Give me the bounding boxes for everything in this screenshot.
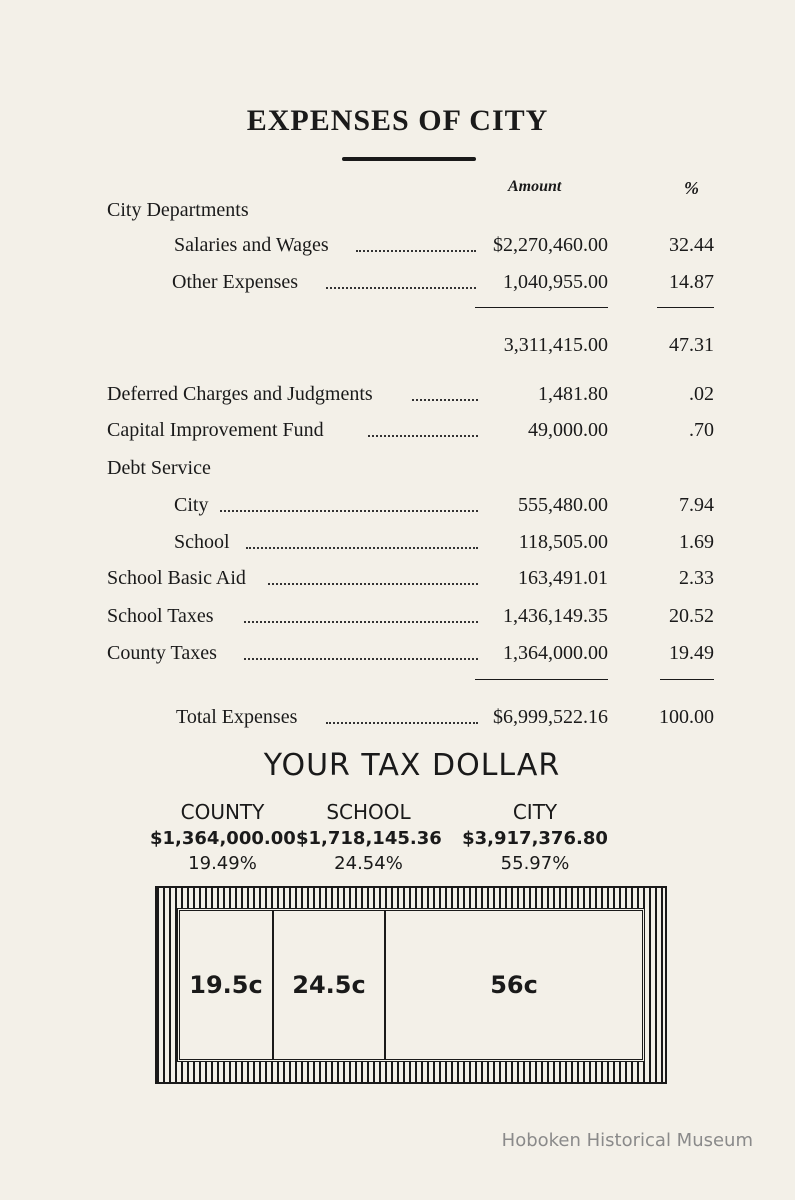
dot-leader: [220, 508, 478, 512]
table-row: [0, 231, 795, 259]
row-label: School: [174, 531, 230, 553]
row-percent: 19.49: [669, 642, 714, 664]
row-percent: 7.94: [679, 494, 714, 516]
dot-leader: [356, 248, 476, 252]
dollar-bill: [155, 886, 667, 1084]
row-label: Salaries and Wages: [174, 234, 329, 256]
column-amount: $1,718,145.36: [296, 828, 442, 849]
row-amount: 118,505.00: [518, 531, 608, 553]
row-percent: 14.87: [669, 271, 714, 293]
row-percent: 2.33: [679, 567, 714, 589]
row-label: School Taxes: [107, 605, 214, 627]
subtotal-rule: [475, 307, 608, 308]
percent-header: %: [684, 178, 699, 198]
bill-segment-county: 19.5c: [189, 971, 263, 999]
tax-dollar-title: YOUR TAX DOLLAR: [263, 748, 561, 783]
section-debt-service: [0, 454, 795, 482]
column-name: SCHOOL: [326, 800, 411, 824]
subtotal-row: [0, 331, 795, 359]
total-label: Total Expenses: [176, 706, 298, 728]
subtotal-percent: 47.31: [669, 334, 714, 356]
tax-column-county: [150, 800, 295, 874]
watermark: Hoboken Historical Museum: [501, 1130, 753, 1151]
total-rule: [475, 679, 608, 680]
row-amount: $2,270,460.00: [493, 234, 608, 256]
dot-leader: [246, 545, 478, 549]
tax-column-city: [455, 800, 615, 874]
dot-leader: [268, 581, 478, 585]
dot-leader: [326, 720, 478, 724]
row-label: County Taxes: [107, 642, 217, 664]
section-label: City Departments: [107, 199, 249, 221]
row-percent: 20.52: [669, 605, 714, 627]
row-percent: .02: [689, 383, 714, 405]
table-row: [0, 491, 795, 519]
column-amount: $1,364,000.00: [150, 828, 296, 849]
row-percent: 1.69: [679, 531, 714, 553]
table-row: [0, 564, 795, 592]
total-percent: 100.00: [659, 706, 714, 728]
title-rule: [342, 157, 476, 161]
table-row: [0, 639, 795, 667]
row-amount: 1,040,955.00: [503, 271, 608, 293]
amount-header: Amount: [508, 178, 562, 195]
row-label: Capital Improvement Fund: [107, 419, 324, 441]
column-name: COUNTY: [180, 800, 265, 824]
dot-leader: [326, 285, 476, 289]
table-row: [0, 380, 795, 408]
dot-leader: [244, 619, 478, 623]
row-amount: 1,364,000.00: [503, 642, 608, 664]
table-row: [0, 528, 795, 556]
dot-leader: [412, 397, 478, 401]
row-amount: 163,491.01: [518, 567, 608, 589]
column-percent: 24.54%: [334, 853, 403, 874]
column-percent: 19.49%: [188, 853, 257, 874]
column-amount: $3,917,376.80: [462, 828, 608, 849]
bill-segment-school: 24.5c: [292, 971, 366, 999]
section-city-departments: [0, 196, 795, 224]
total-amount: $6,999,522.16: [493, 706, 608, 728]
column-percent: 55.97%: [500, 853, 570, 874]
column-name: CITY: [512, 800, 558, 824]
dot-leader: [244, 656, 478, 660]
row-percent: 32.44: [669, 234, 714, 256]
section-label: Debt Service: [107, 457, 211, 479]
row-label: Other Expenses: [172, 271, 299, 293]
dot-leader: [368, 433, 478, 437]
row-amount: 555,480.00: [518, 494, 608, 516]
row-percent: .70: [689, 419, 714, 441]
dollar-bill-inner: [177, 908, 645, 1062]
bill-segment-city: 56c: [490, 971, 538, 999]
row-amount: 1,436,149.35: [503, 605, 608, 627]
tax-column-school: [296, 800, 441, 874]
subtotal-amount: 3,311,415.00: [503, 334, 608, 356]
subtotal-rule: [657, 307, 714, 308]
page-title: EXPENSES OF CITY: [246, 104, 549, 137]
row-amount: 1,481.80: [538, 383, 608, 405]
row-amount: 49,000.00: [528, 419, 608, 441]
row-label: City: [174, 494, 209, 516]
total-row: [0, 703, 795, 731]
table-row: [0, 268, 795, 296]
table-row: [0, 416, 795, 444]
row-label: School Basic Aid: [107, 567, 246, 589]
total-rule: [660, 679, 714, 680]
row-label: Deferred Charges and Judgments: [107, 383, 373, 405]
table-row: [0, 602, 795, 630]
